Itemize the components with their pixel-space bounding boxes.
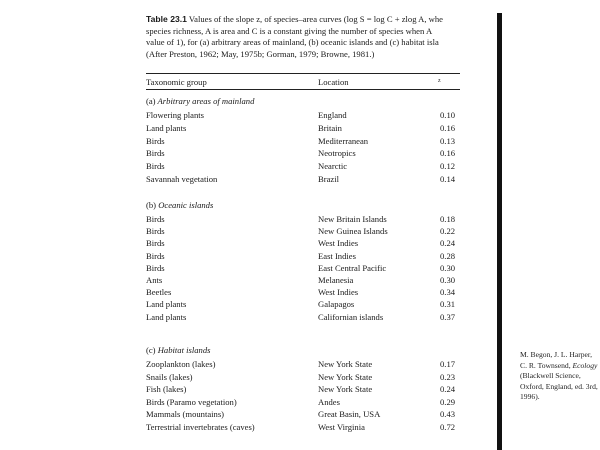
cell-taxonomic-group: Birds (Paramo vegetation) <box>146 396 237 407</box>
table-row <box>146 299 486 311</box>
cell-location: Neotropics <box>318 148 356 159</box>
table-row <box>146 148 486 160</box>
header-group: Taxonomic group <box>146 77 207 87</box>
cell-z-value: 0.13 <box>440 135 456 146</box>
header-z: z <box>438 78 441 84</box>
cell-location: Nearctic <box>318 161 348 172</box>
cell-z-value: 0.30 <box>440 262 456 273</box>
cell-z-value: 0.72 <box>440 422 456 432</box>
cell-z-value: 0.14 <box>440 174 456 184</box>
table-row <box>146 422 486 434</box>
section-label: (c) <box>146 345 156 355</box>
table-top-rule <box>146 73 460 74</box>
cell-location: East Indies <box>318 250 356 261</box>
cell-taxonomic-group: Savannah vegetation <box>146 174 218 184</box>
cell-z-value: 0.28 <box>440 250 456 261</box>
caption-line-4: (After Preston, 1962; May, 1975b; Gorman, 1979; Browne, 1981.) <box>146 48 375 59</box>
table-caption <box>146 14 500 60</box>
cell-z-value: 0.31 <box>440 299 456 310</box>
cell-taxonomic-group: Birds <box>146 161 165 172</box>
cell-taxonomic-group: Terrestrial invertebrates (caves) <box>146 422 255 432</box>
cell-location: New Britain Islands <box>318 214 387 224</box>
section-label: (b) <box>146 200 157 210</box>
section-heading: Arbitrary areas of mainland <box>157 96 255 106</box>
table-row <box>146 397 486 409</box>
cell-z-value: 0.12 <box>440 161 456 172</box>
cell-z-value: 0.17 <box>440 359 456 369</box>
table-row <box>146 372 486 384</box>
cell-taxonomic-group: Beetles <box>146 287 172 298</box>
section-heading: Oceanic islands <box>158 200 214 210</box>
cell-z-value: 0.16 <box>440 148 456 159</box>
cell-z-value: 0.10 <box>440 110 456 120</box>
table-row <box>146 161 486 173</box>
cell-z-value: 0.37 <box>440 311 456 322</box>
cell-location: Brazil <box>318 174 339 184</box>
cell-taxonomic-group: Land plants <box>146 311 187 322</box>
cell-z-value: 0.23 <box>440 371 456 382</box>
caption-line-2: species richness, A is area and C is a constant giving the number of species when A <box>146 25 433 36</box>
cell-location: New York State <box>318 384 373 395</box>
citation-authors: M. Begon, J. L. Harper, C. R. Townsend, <box>520 350 593 370</box>
cell-z-value: 0.24 <box>440 238 456 249</box>
cell-taxonomic-group: Birds <box>146 226 165 237</box>
cell-taxonomic-group: Mammals (mountains) <box>146 409 225 420</box>
table-header-rule <box>146 89 460 90</box>
section-heading: Habitat islands <box>157 345 211 355</box>
cell-z-value: 0.29 <box>440 396 456 407</box>
cell-z-value: 0.34 <box>440 287 456 298</box>
cell-taxonomic-group: Birds <box>146 214 165 224</box>
table-row <box>146 287 486 299</box>
table-row <box>146 312 486 324</box>
cell-location: West Indies <box>318 287 359 298</box>
section-title <box>146 96 254 106</box>
cell-taxonomic-group: Land plants <box>146 299 187 310</box>
section-label: (a) <box>146 96 156 106</box>
table-row <box>146 110 486 122</box>
table-row <box>146 214 486 226</box>
cell-z-value: 0.22 <box>440 226 456 237</box>
cell-z-value: 0.30 <box>440 275 456 285</box>
table-row <box>146 359 486 371</box>
cell-location: New York State <box>318 359 373 369</box>
citation <box>520 350 598 403</box>
table-row <box>146 174 486 186</box>
cell-z-value: 0.43 <box>440 409 456 420</box>
citation-book: Ecology <box>572 360 598 370</box>
cell-location: Galapagos <box>318 299 355 310</box>
cell-location: Californian islands <box>318 311 384 322</box>
scanned-table-page <box>146 14 500 450</box>
cell-location: Britain <box>318 122 342 133</box>
table-row <box>146 275 486 287</box>
header-location: Location <box>318 77 349 87</box>
table-row <box>146 409 486 421</box>
section-title <box>146 345 210 355</box>
cell-location: England <box>318 110 347 120</box>
cell-location: New York State <box>318 371 373 382</box>
caption-line-1 <box>146 14 500 26</box>
cell-location: West Indies <box>318 238 359 249</box>
cell-z-value: 0.18 <box>440 214 456 224</box>
scan-edge-shadow <box>497 13 502 450</box>
cell-location: New Guinea Islands <box>318 226 388 237</box>
cell-taxonomic-group: Birds <box>146 238 165 249</box>
cell-location: Andes <box>318 396 340 407</box>
cell-taxonomic-group: Birds <box>146 135 165 146</box>
table-row <box>146 123 486 135</box>
table-row <box>146 263 486 275</box>
table-row <box>146 238 486 250</box>
table-row <box>146 226 486 238</box>
table-row <box>146 136 486 148</box>
caption-text-1: Values of the slope z, of species–area curves (log S = log C + zlog A, whe <box>188 14 443 24</box>
caption-label: Table 23.1 <box>146 14 187 24</box>
cell-location: Melanesia <box>318 275 354 285</box>
caption-line-3: value of 1), for (a) arbitrary areas of mainland, (b) oceanic islands and (c) habitat isla <box>146 37 439 48</box>
cell-z-value: 0.16 <box>440 122 456 133</box>
cell-taxonomic-group: Zooplankton (lakes) <box>146 359 216 369</box>
cell-taxonomic-group: Flowering plants <box>146 110 205 120</box>
table-row <box>146 384 486 396</box>
cell-taxonomic-group: Fish (lakes) <box>146 384 187 395</box>
cell-location: Mediterranean <box>318 135 369 146</box>
cell-location: Great Basin, USA <box>318 409 381 420</box>
cell-taxonomic-group: Birds <box>146 262 165 273</box>
cell-taxonomic-group: Ants <box>146 275 163 285</box>
table-row <box>146 251 486 263</box>
cell-taxonomic-group: Snails (lakes) <box>146 371 193 382</box>
cell-taxonomic-group: Birds <box>146 250 165 261</box>
citation-details: (Blackwell Science, Oxford, England, ed. 3rd, 1996). <box>520 371 598 402</box>
cell-z-value: 0.24 <box>440 384 456 395</box>
cell-location: East Central Pacific <box>318 262 387 273</box>
cell-location: West Virginia <box>318 422 365 432</box>
cell-taxonomic-group: Land plants <box>146 122 187 133</box>
section-title <box>146 200 213 210</box>
cell-taxonomic-group: Birds <box>146 148 165 159</box>
